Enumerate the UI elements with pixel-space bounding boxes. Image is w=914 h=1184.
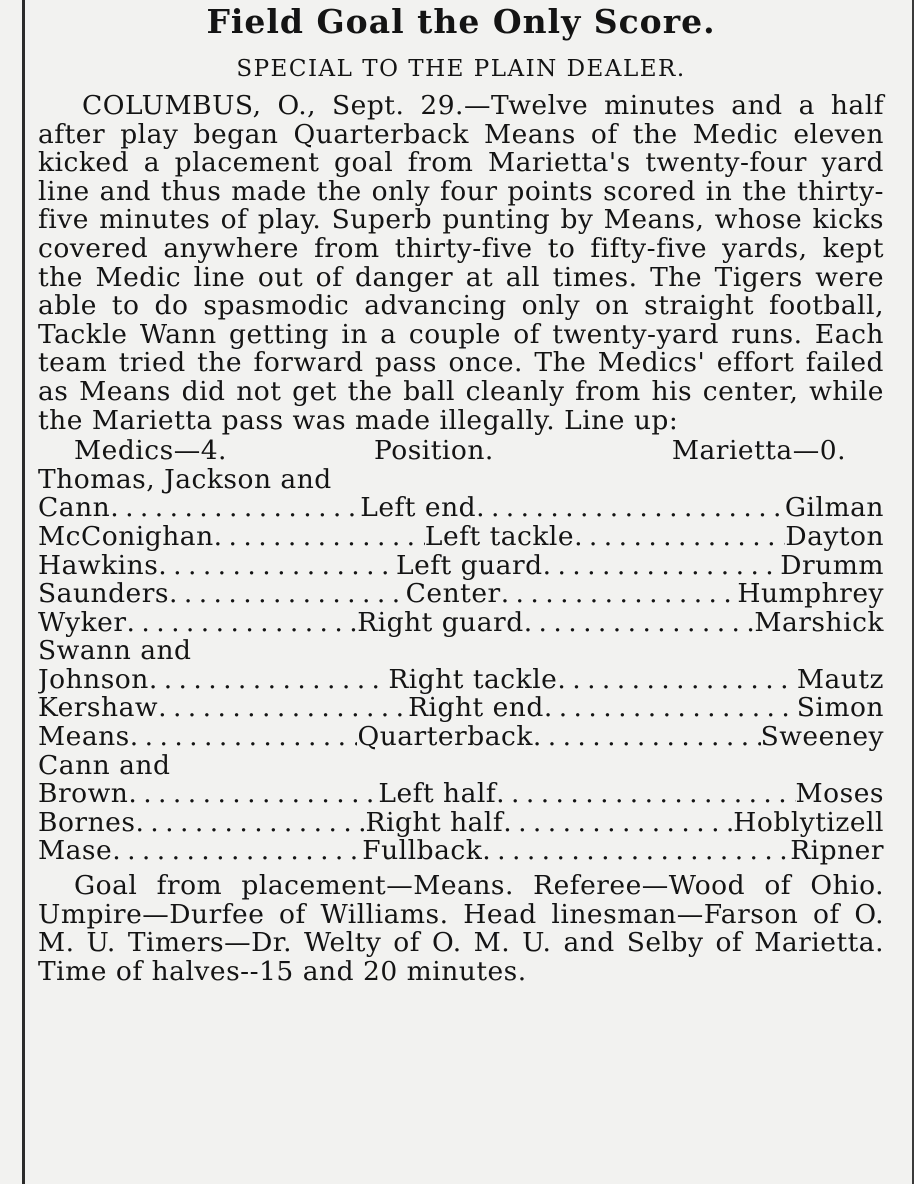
lineup-marietta-player: Hoblytizell bbox=[733, 808, 884, 838]
lineup-marietta-player: Ripner bbox=[790, 837, 884, 867]
leader-dots bbox=[110, 494, 360, 523]
lineup-marietta-player: Sweeney bbox=[760, 723, 884, 752]
lineup-row bbox=[38, 780, 884, 809]
lineup-header-team1: Medics—4. bbox=[74, 435, 227, 467]
lineup-position: Right half bbox=[365, 808, 504, 838]
lineup-medic-player: Bornes bbox=[38, 808, 136, 838]
lineup-row bbox=[38, 523, 884, 552]
lineup-position: Left tackle bbox=[424, 522, 575, 552]
lineup-header-team2: Marietta—0. bbox=[671, 435, 846, 467]
lineup-medic-player: Cann bbox=[38, 494, 111, 523]
leader-dots bbox=[128, 780, 378, 809]
leader-dots bbox=[149, 666, 388, 695]
lineup-prefix: Cann and bbox=[38, 749, 171, 781]
leader-dots bbox=[158, 694, 408, 723]
leader-dots bbox=[557, 666, 796, 695]
lineup-position: Right guard bbox=[357, 608, 524, 638]
leader-dots bbox=[112, 837, 362, 866]
lineup-marietta-player: Mautz bbox=[796, 665, 884, 695]
lineup-position: Right tackle bbox=[388, 665, 558, 695]
lineup-position: Center bbox=[405, 580, 501, 609]
leader-dots bbox=[169, 580, 406, 609]
headline: Field Goal the Only Score. bbox=[206, 2, 716, 41]
lineup-marietta-player: Moses bbox=[795, 780, 884, 809]
lineup-row bbox=[38, 552, 884, 581]
lineup-position: Quarterback bbox=[357, 723, 533, 752]
lineup-position: Right end bbox=[408, 694, 544, 724]
lineup-header-position: Position. bbox=[374, 435, 494, 467]
lineup-medic-player: Hawkins bbox=[38, 551, 159, 581]
lineup-medic-player: Johnson bbox=[38, 665, 149, 695]
lineup-position: Left end bbox=[360, 494, 477, 523]
lineup-row bbox=[38, 809, 884, 838]
leader-dots bbox=[476, 494, 785, 523]
lineup-marietta-player: Marshick bbox=[754, 608, 884, 638]
lineup-row bbox=[38, 609, 884, 638]
leader-dots bbox=[496, 780, 795, 809]
lineup-row bbox=[38, 666, 884, 695]
lineup-marietta-player: Drumm bbox=[780, 551, 884, 581]
lineup-row bbox=[38, 694, 884, 723]
leader-dots bbox=[543, 552, 781, 581]
lineup-table bbox=[38, 437, 884, 866]
lineup-header bbox=[38, 437, 884, 466]
lineup-position: Left guard bbox=[395, 551, 543, 581]
lineup-row bbox=[38, 494, 884, 523]
leader-dots bbox=[503, 809, 733, 838]
subhead: SPECIAL TO THE PLAIN DEALER. bbox=[236, 56, 686, 82]
summary bbox=[38, 872, 884, 986]
leader-dots bbox=[130, 723, 358, 752]
lineup-medic-player: Saunders bbox=[38, 580, 170, 609]
lineup-position: Fullback bbox=[362, 837, 483, 867]
leader-dots bbox=[574, 523, 785, 552]
lineup-marietta-player: Gilman bbox=[784, 494, 884, 523]
lineup-medic-player: McConighan bbox=[38, 522, 214, 552]
lineup-medic-player: Wyker bbox=[38, 608, 127, 638]
leader-dots bbox=[214, 523, 425, 552]
lineup-position: Left half bbox=[378, 780, 497, 809]
article-body bbox=[38, 92, 884, 435]
lineup-row bbox=[38, 837, 884, 866]
leader-dots bbox=[158, 552, 396, 581]
leader-dots bbox=[135, 809, 365, 838]
leader-dots bbox=[524, 609, 755, 638]
lineup-medic-player: Means bbox=[38, 723, 130, 752]
lineup-row bbox=[38, 723, 884, 752]
lineup-medic-player: Brown bbox=[38, 780, 129, 809]
lineup-medic-player: Kershaw bbox=[38, 694, 159, 724]
lineup-marietta-player: Simon bbox=[796, 694, 884, 724]
column-rule-left bbox=[22, 0, 25, 1184]
leader-dots bbox=[482, 837, 790, 866]
lineup-row bbox=[38, 580, 884, 609]
lineup-prefix: Thomas, Jackson and bbox=[38, 463, 332, 495]
lineup-marietta-player: Humphrey bbox=[737, 580, 884, 609]
lineup-marietta-player: Dayton bbox=[785, 522, 884, 552]
lineup-rows bbox=[38, 463, 884, 867]
leader-dots bbox=[533, 723, 761, 752]
body-paragraph: COLUMBUS, O., Sept. 29.—Twelve minutes and a half after play began Quarterback Means of the Medic eleven kicked a placement goal from Marietta's twenty-four yard line and thus made the only four points scored in the thirty-five minutes of play. Superb punting by Means, whose kicks covered anywhere from thirty-five to fifty-five yards, kept the Medic line out of danger at all times. The Tigers were able to do spasmodic advancing only on straight football, Tackle Wann getting in a couple of twenty-yard runs. Each team tried the forward pass once. The Medics' effort failed as Means did not get the ball cleanly from his center, while the Marietta pass was made illegally. Line up: bbox=[38, 90, 884, 436]
summary-paragraph: Goal from placement—Means. Referee—Wood of Ohio. Umpire—Durfee of Williams. Head linesman—Farson of O. M. U. Timers—Dr. Welty of O. M. U. and Selby of Marietta. Time of halves--15 and 20 minutes. bbox=[38, 870, 884, 987]
lineup-medic-player: Mase bbox=[38, 837, 113, 867]
leader-dots bbox=[127, 609, 358, 638]
lineup-prefix: Swann and bbox=[38, 635, 192, 667]
leader-dots bbox=[544, 694, 797, 723]
leader-dots bbox=[501, 580, 738, 609]
article bbox=[38, 0, 884, 986]
